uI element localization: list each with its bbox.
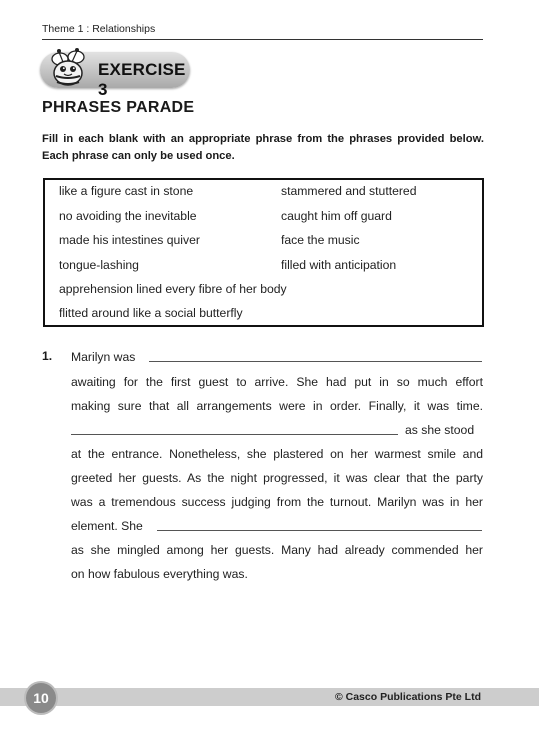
question-text: was a tremendous success judging from the turnout. Marilyn was in her (71, 495, 483, 509)
exercise-banner (40, 52, 190, 99)
question-text: Marilyn was (71, 350, 136, 364)
question-text: making sure that all arrangements were in order. Finally, it was time. (71, 399, 483, 413)
section-title: PHRASES PARADE (42, 99, 195, 116)
phrase-option: face the music (281, 233, 360, 247)
question-text: as she stood (405, 423, 475, 437)
copyright-text: © Casco Publications Pte Ltd (334, 691, 481, 703)
header-divider (42, 39, 483, 40)
phrase-option: stammered and stuttered (281, 184, 417, 198)
answer-blank[interactable] (149, 361, 482, 362)
question-text: awaiting for the first guest to arrive. She had put in so much effort (71, 375, 483, 389)
phrase-option: flitted around like a social butterfly (59, 306, 243, 320)
theme-header: Theme 1 : Relationships (42, 23, 156, 35)
bee-icon (46, 46, 92, 92)
question-text: at the entrance. Nonetheless, she plastered on her warmest smile and (71, 447, 483, 461)
answer-blank[interactable] (71, 434, 398, 435)
instructions-text: Fill in each blank with an appropriate phrase from the phrases provided below. Each phrase can only be used once. (42, 133, 484, 162)
question-text: as she mingled among her guests. Many had already commended her (71, 543, 483, 557)
phrase-option: like a figure cast in stone (59, 184, 194, 198)
phrase-option: made his intestines quiver (59, 233, 200, 247)
phrase-box (43, 178, 484, 327)
question-text: element. She (71, 519, 143, 533)
exercise-label: EXERCISE 3 (98, 60, 186, 99)
phrase-option: caught him off guard (281, 209, 392, 223)
page-number: 10 (26, 683, 56, 713)
question-text: greeted her guests. As the night progressed, it was clear that the party (71, 471, 483, 485)
phrase-option: filled with anticipation (281, 258, 397, 272)
phrase-option: apprehension lined every fibre of her body (59, 282, 287, 296)
question-text: on how fabulous everything was. (71, 567, 248, 581)
phrase-option: tongue-lashing (59, 258, 139, 272)
phrase-option: no avoiding the inevitable (59, 209, 197, 223)
answer-blank[interactable] (157, 530, 482, 531)
question-number: 1. (42, 349, 53, 363)
